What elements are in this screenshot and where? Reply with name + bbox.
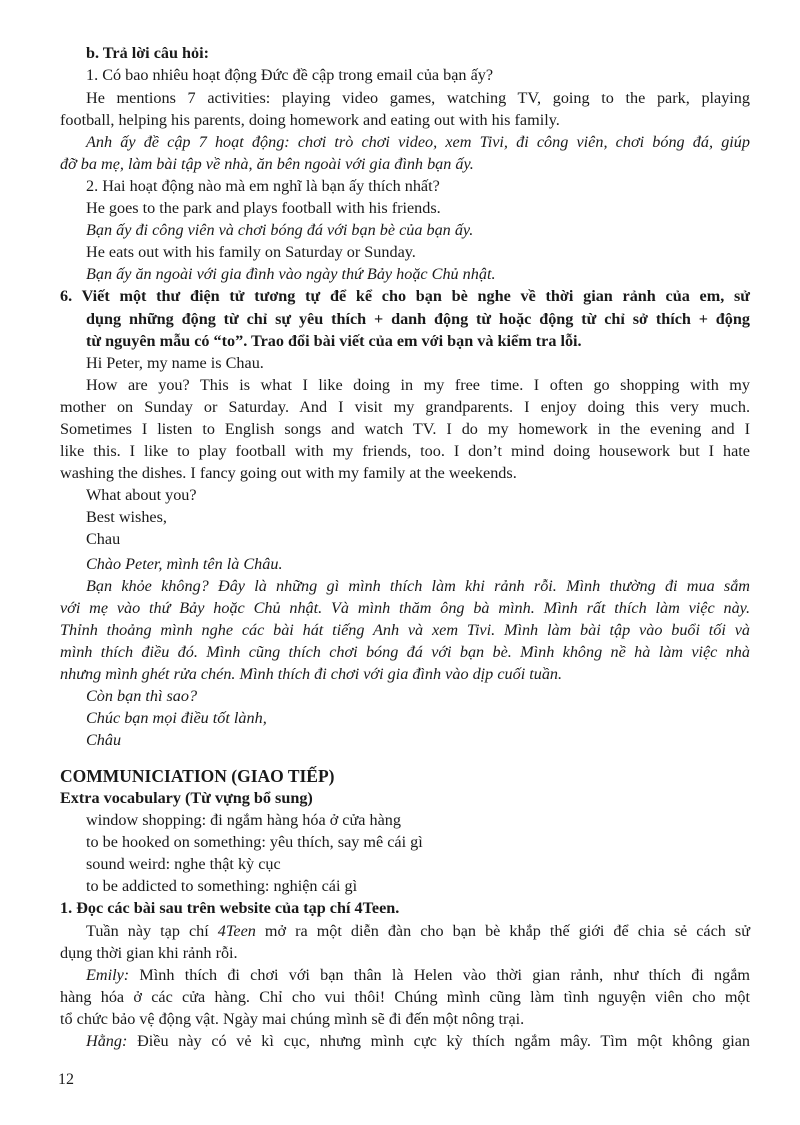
section-6-heading-line-2: dụng những động từ chỉ sự yêu thích + danh động từ hoặc động từ chỉ sở thích + động (86, 310, 750, 328)
answer-1-en-line-1: He mentions 7 activities: playing video games, watching TV, going to the park, playing (86, 89, 750, 107)
email-vi-signature: Châu (86, 731, 122, 749)
email-en-line-4: like this. I like to play football with my friends, too. I don’t mind doing housework but I hate (60, 442, 750, 460)
emily-name: Emily: (86, 966, 130, 984)
item-1-heading: 1. Đọc các bài sau trên website của tạp chí 4Teen. (60, 899, 400, 917)
emily-line-2: hàng hóa ở các cửa hàng. Chỉ cho vui thôi! Chúng mình cũng làm tình nguyện viên cho một (60, 988, 750, 1006)
answer-2-line-3: He eats out with his family on Saturday or Sunday. (86, 243, 416, 261)
question-2: 2. Hai hoạt động nào mà em nghĩ là bạn ấy thích nhất? (86, 177, 440, 195)
extra-vocab-heading: Extra vocabulary (Từ vựng bổ sung) (60, 789, 313, 807)
intro-line-1 (86, 921, 750, 941)
question-1: 1. Có bao nhiêu hoạt động Đức đề cập trong email của bạn ấy? (86, 66, 494, 84)
page-number: 12 (58, 1071, 74, 1088)
communication-title: COMMUNICIATION (GIAO TIẾP) (60, 766, 335, 786)
answer-2-line-1: He goes to the park and plays football with his friends. (86, 199, 441, 217)
hang-text-1: Điều này có vẻ kì cục, nhưng mình cực kỳ thích ngắm mây. Tìm một không gian (127, 1032, 750, 1050)
answer-1-en-line-2: football, helping his parents, doing homework and eating out with his family. (60, 111, 560, 129)
email-en-line-1: How are you? This is what I like doing in my free time. I often go shopping with my (86, 376, 750, 394)
hang-name: Hằng: (86, 1032, 128, 1050)
vocab-item-1: window shopping: đi ngắm hàng hóa ở cửa hàng (86, 811, 401, 829)
intro-post: mở ra một diễn đàn cho bạn bè khắp thế giới để chia sẻ cách sử (255, 922, 750, 940)
email-en-greeting: Hi Peter, my name is Chau. (86, 354, 264, 372)
email-vi-line-2: với mẹ vào thứ Bảy hoặc Chủ nhật. Và mình thăm ông bà mình. Mình rất thích làm việc này. (60, 599, 750, 617)
hang-line-1 (86, 1031, 750, 1051)
answer-1-vi-line-1: Anh ấy đề cập 7 hoạt động: chơi trò chơi video, xem Tivi, đi công viên, chơi bóng đá, giúp (86, 133, 750, 151)
vocab-item-4: to be addicted to something: nghiện cái gì (86, 877, 358, 895)
email-en-signature: Chau (86, 530, 121, 548)
email-en-line-2: mother on Sunday or Saturday. And I visit my grandparents. I enjoy doing this very much. (60, 398, 750, 416)
email-en-closing-1: What about you? (86, 486, 197, 504)
email-en-line-5: washing the dishes. I fancy going out with my family at the weekends. (60, 464, 517, 482)
email-vi-closing-2: Chúc bạn mọi điều tốt lành, (86, 709, 267, 727)
section-6-heading-line-1: 6. Viết một thư điện tử tương tự để kể cho bạn bè nghe về thời gian rảnh của em, sử (60, 287, 750, 305)
email-vi-line-1: Bạn khỏe không? Đây là những gì mình thích làm khi rảnh rỗi. Mình thường đi mua sắm (86, 577, 750, 595)
vocab-item-3: sound weird: nghe thật kỳ cục (86, 855, 281, 873)
vocab-item-2: to be hooked on something: yêu thích, say mê cái gì (86, 833, 423, 851)
intro-pre: Tuần này tạp chí (86, 922, 218, 940)
emily-line-1 (86, 965, 750, 985)
email-vi-greeting: Chào Peter, mình tên là Châu. (86, 555, 283, 573)
email-vi-line-3: Thỉnh thoảng mình nghe các bài hát tiếng Anh và xem Tivi. Mình làm bài tập vào buổi tối và (60, 621, 750, 639)
section-6-heading-line-3: từ nguyên mẫu có “to”. Trao đổi bài viết của em với bạn và kiểm tra lỗi. (86, 332, 582, 350)
answer-1-vi-line-2: đỡ ba mẹ, làm bài tập về nhà, ăn bên ngoài với gia đình bạn ấy. (60, 155, 474, 173)
section-b-heading: b. Trả lời câu hỏi: (86, 44, 210, 62)
emily-text-1: Mình thích đi chơi với bạn thân là Helen vào thời gian rảnh, như thích đi ngắm (129, 966, 750, 984)
magazine-name: 4Teen (217, 922, 256, 940)
email-vi-line-4: mình thích điều đó. Mình cũng thích chơi bóng đá với bạn bè. Mình không nề hà làm việc nhà (60, 643, 750, 661)
email-en-line-3: Sometimes I listen to English songs and watch TV. I do my homework in the evening and I (60, 420, 750, 438)
email-vi-line-5: nhưng mình ghét rửa chén. Mình thích đi chơi với gia đình vào dịp cuối tuần. (60, 665, 563, 683)
email-vi-closing-1: Còn bạn thì sao? (86, 687, 198, 705)
answer-2-line-2: Bạn ấy đi công viên và chơi bóng đá với bạn bè của bạn ấy. (86, 221, 474, 239)
email-en-closing-2: Best wishes, (86, 508, 167, 526)
answer-2-line-4: Bạn ấy ăn ngoài với gia đình vào ngày thứ Bảy hoặc Chủ nhật. (86, 265, 496, 283)
intro-line-2: dụng thời gian khi rảnh rỗi. (60, 944, 238, 962)
emily-line-3: tổ chức bảo vệ động vật. Ngày mai chúng mình sẽ đi đến một nông trại. (60, 1010, 525, 1028)
